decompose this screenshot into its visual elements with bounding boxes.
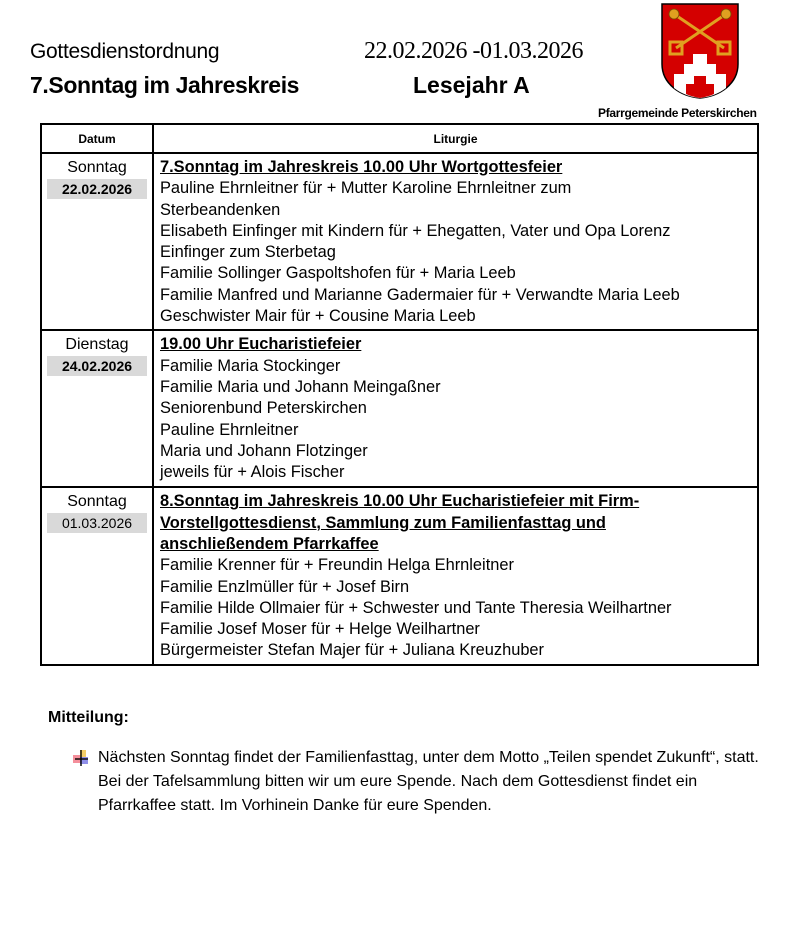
date-cell <box>41 487 153 665</box>
notice-item <box>72 746 772 818</box>
column-header-liturgie: Liturgie <box>153 124 758 153</box>
intention-line: Familie Krenner für + Freundin Helga Ehrnleitner <box>160 556 514 575</box>
date-label: 22.02.2026 <box>47 179 147 199</box>
intention-line: Elisabeth Einfinger mit Kindern für + Ehegatten, Vater und Opa Lorenz <box>160 221 671 240</box>
table-row <box>41 153 758 330</box>
date-range: 22.02.2026 -01.03.2026 <box>364 38 583 64</box>
weekday: Sonntag <box>67 159 127 176</box>
weekday: Dienstag <box>65 336 129 354</box>
service-heading: 19.00 Uhr Eucharistiefeier <box>160 335 362 354</box>
intention-line: Familie Manfred und Marianne Gadermaier für + Verwandte Maria Leeb <box>160 285 680 304</box>
notice-title: Mitteilung: <box>48 709 129 726</box>
weekday: Sonntag <box>67 493 127 511</box>
date-cell <box>41 330 153 487</box>
liturgy-cell <box>153 487 758 665</box>
service-heading: Vorstellgottesdienst, Sammlung zum Familienfasttag und <box>160 513 606 532</box>
reading-year: Lesejahr A <box>413 72 530 98</box>
intention-line: Familie Enzlmüller für + Josef Birn <box>160 577 410 596</box>
intention-line: Geschwister Mair für + Cousine Maria Leeb <box>160 307 476 326</box>
notice-text: Nächsten Sonntag findet der Familienfasttag, unter dem Motto „Teilen spendet Zukunft“, statt. Bei der Tafelsammlung bitten wir um eure Spende. Nach dem Gottesdienst findet ein Pfarrkaffee statt. Im Vorhinein Danke für eure Spenden. <box>98 749 759 814</box>
table-header-row <box>41 124 758 153</box>
intention-line: Pauline Ehrnleitner <box>160 420 299 439</box>
service-heading: 7.Sonntag im Jahreskreis 10.00 Uhr Wortgottesfeier <box>160 158 563 176</box>
intention-line: Seniorenbund Peterskirchen <box>160 399 367 418</box>
occasion-title: 7.Sonntag im Jahreskreis <box>30 72 300 98</box>
parish-name: Pfarrgemeinde Peterskirchen <box>598 106 757 120</box>
liturgy-cell <box>153 153 758 330</box>
service-heading: 8.Sonntag im Jahreskreis 10.00 Uhr Eucharistiefeier mit Firm- <box>160 492 640 511</box>
intention-line: Familie Sollinger Gaspoltshofen für + Maria Leeb <box>160 264 516 283</box>
intention-line: Familie Josef Moser für + Helge Weilhartner <box>160 620 480 639</box>
intention-line: Familie Hilde Ollmaier für + Schwester und Tante Theresia Weilhartner <box>160 598 672 617</box>
intention-line: Pauline Ehrnleitner für + Mutter Karoline Ehrnleitner zum <box>160 179 572 198</box>
document-title: Gottesdienstordnung <box>30 40 220 63</box>
intention-line: Bürgermeister Stefan Majer für + Juliana Kreuzhuber <box>160 641 545 660</box>
cross-bullet-icon <box>72 746 98 770</box>
intention-line: Maria und Johann Flotzinger <box>160 441 368 460</box>
intention-line: jeweils für + Alois Fischer <box>160 463 345 482</box>
date-cell <box>41 153 153 330</box>
intention-line: Sterbeandenken <box>160 200 281 219</box>
date-label: 24.02.2026 <box>47 356 147 376</box>
parish-coat-of-arms-icon <box>660 2 740 100</box>
column-header-datum: Datum <box>41 124 153 153</box>
liturgy-cell <box>153 330 758 487</box>
intention-line: Familie Maria Stockinger <box>160 356 341 375</box>
intention-line: Familie Maria und Johann Meingaßner <box>160 377 441 396</box>
table-row <box>41 330 758 487</box>
service-schedule-table <box>40 123 759 666</box>
intention-line: Einfinger zum Sterbetag <box>160 243 336 262</box>
table-row <box>41 487 758 665</box>
service-heading: anschließendem Pfarrkaffee <box>160 534 379 553</box>
date-label: 01.03.2026 <box>47 513 147 533</box>
